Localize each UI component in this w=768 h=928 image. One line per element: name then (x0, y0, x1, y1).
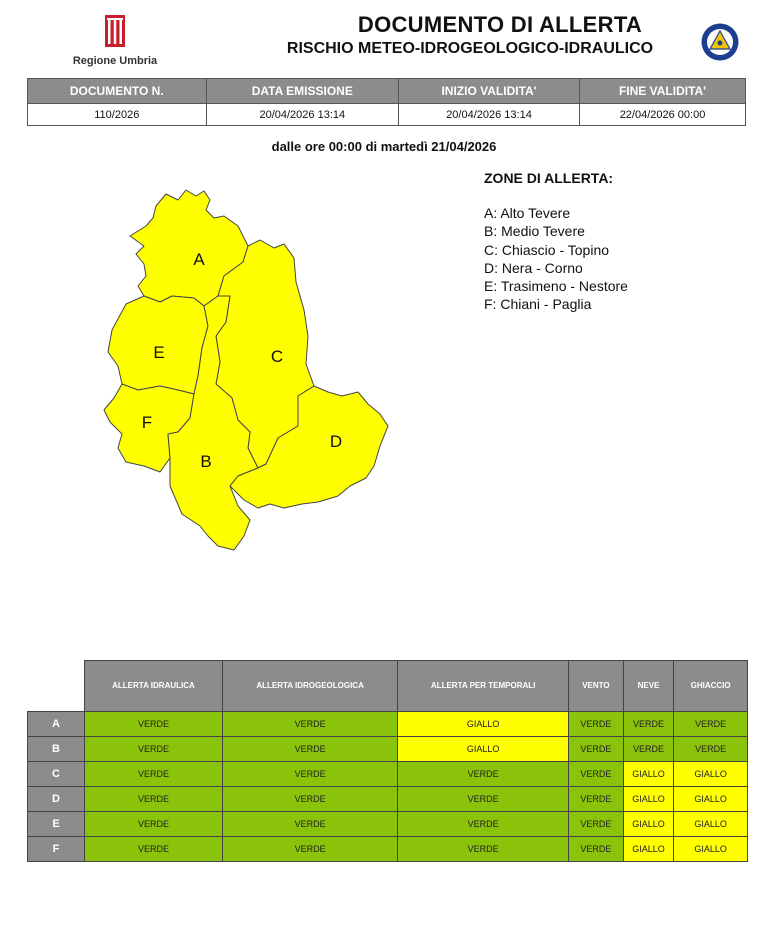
alert-zones-map (98, 186, 428, 556)
alert-cell-thunderstorm: VERDE (398, 837, 569, 862)
map-label-e: E (153, 343, 165, 362)
alert-cell-hydraulic: VERDE (85, 737, 223, 762)
alert-cell-ice: GIALLO (674, 762, 748, 787)
alert-cell-thunderstorm: VERDE (398, 787, 569, 812)
civil-protection-icon (700, 22, 740, 62)
alert-cell-snow: GIALLO (623, 837, 673, 862)
alert-cell-thunderstorm: GIALLO (398, 737, 569, 762)
row-zone-label: D (28, 787, 85, 812)
zone-item-a: A: Alto Tevere (484, 205, 571, 221)
table-row (28, 737, 748, 762)
alert-cell-wind: VERDE (569, 737, 624, 762)
alert-cell-ice: GIALLO (674, 787, 748, 812)
alert-cell-ice: VERDE (674, 737, 748, 762)
alert-cell-thunderstorm: VERDE (398, 812, 569, 837)
alert-cell-ice: GIALLO (674, 837, 748, 862)
alert-cell-wind: VERDE (569, 812, 624, 837)
table-row (28, 812, 748, 837)
alert-cell-hydrogeological: VERDE (222, 837, 397, 862)
row-zone-label: B (28, 737, 85, 762)
region-name: Regione Umbria (72, 55, 158, 67)
zones-title: ZONE DI ALLERTA: (484, 170, 614, 186)
table-row (28, 837, 748, 862)
column-hydrogeological-alert: ALLERTA IDROGEOLOGICA (222, 661, 397, 712)
column-wind: VENTO (569, 661, 624, 712)
alert-cell-hydrogeological: VERDE (222, 762, 397, 787)
table-corner (28, 661, 85, 712)
alert-cell-hydraulic: VERDE (85, 787, 223, 812)
column-thunderstorm-alert: ALLERTA PER TEMPORALI (398, 661, 569, 712)
column-issue-date: DATA EMISSIONE (206, 79, 398, 104)
map-label-d: D (329, 432, 343, 451)
alert-cell-thunderstorm: GIALLO (398, 712, 569, 737)
alert-cell-hydrogeological: VERDE (222, 737, 397, 762)
alert-cell-snow: VERDE (623, 737, 673, 762)
document-info-table (27, 78, 746, 126)
document-subtitle: RISCHIO METEO-IDROGEOLOGICO-IDRAULICO (286, 40, 654, 57)
row-zone-label: E (28, 812, 85, 837)
column-snow: NEVE (623, 661, 673, 712)
row-zone-label: F (28, 837, 85, 862)
document-number: 110/2026 (28, 104, 207, 126)
map-label-a: A (193, 250, 205, 269)
region-logo (60, 14, 170, 67)
alert-cell-hydraulic: VERDE (85, 712, 223, 737)
alert-cell-snow: VERDE (623, 712, 673, 737)
alert-cell-wind: VERDE (569, 762, 624, 787)
umbria-crest-icon (104, 14, 126, 48)
validity-end: 22/04/2026 00:00 (580, 104, 746, 126)
map-label-b: B (200, 452, 212, 471)
alert-cell-hydrogeological: VERDE (222, 812, 397, 837)
alert-cell-ice: GIALLO (674, 812, 748, 837)
column-validity-end: FINE VALIDITA' (580, 79, 746, 104)
alert-levels-table (27, 660, 748, 862)
alert-cell-thunderstorm: VERDE (398, 762, 569, 787)
row-zone-label: C (28, 762, 85, 787)
column-document-number: DOCUMENTO N. (28, 79, 207, 104)
alert-cell-hydraulic: VERDE (85, 762, 223, 787)
alert-table-header (28, 661, 748, 712)
validity-period: dalle ore 00:00 di martedì 21/04/2026 (271, 139, 497, 154)
map-label-c: C (270, 347, 284, 366)
zone-item-f: F: Chiani - Paglia (484, 296, 592, 313)
alert-cell-hydrogeological: VERDE (222, 787, 397, 812)
alert-cell-wind: VERDE (569, 712, 624, 737)
validity-start: 20/04/2026 13:14 (399, 104, 580, 126)
column-validity-start: INIZIO VALIDITA' (399, 79, 580, 104)
zone-item-b: B: Medio Tevere (484, 223, 585, 240)
table-row (28, 712, 748, 737)
issue-date: 20/04/2026 13:14 (206, 104, 398, 126)
alert-cell-wind: VERDE (569, 787, 624, 812)
zone-item-c: C: Chiascio - Topino (484, 241, 610, 258)
row-zone-label: A (28, 712, 85, 737)
table-row (28, 787, 748, 812)
alert-cell-ice: VERDE (674, 712, 748, 737)
map-label-f: F (141, 413, 153, 432)
alert-cell-snow: GIALLO (623, 812, 673, 837)
alert-cell-hydraulic: VERDE (85, 837, 223, 862)
zone-item-d: D: Nera - Corno (484, 259, 583, 276)
document-title: DOCUMENTO DI ALLERTA (357, 12, 643, 37)
alert-cell-hydrogeological: VERDE (222, 712, 397, 737)
alert-cell-snow: GIALLO (623, 787, 673, 812)
column-hydraulic-alert: ALLERTA IDRAULICA (85, 661, 223, 712)
alert-cell-wind: VERDE (569, 837, 624, 862)
table-row (28, 762, 748, 787)
alert-cell-hydraulic: VERDE (85, 812, 223, 837)
alert-cell-snow: GIALLO (623, 762, 673, 787)
zone-item-e: E: Trasimeno - Nestore (484, 278, 628, 295)
zones-list (484, 204, 628, 314)
column-ice: GHIACCIO (674, 661, 748, 712)
